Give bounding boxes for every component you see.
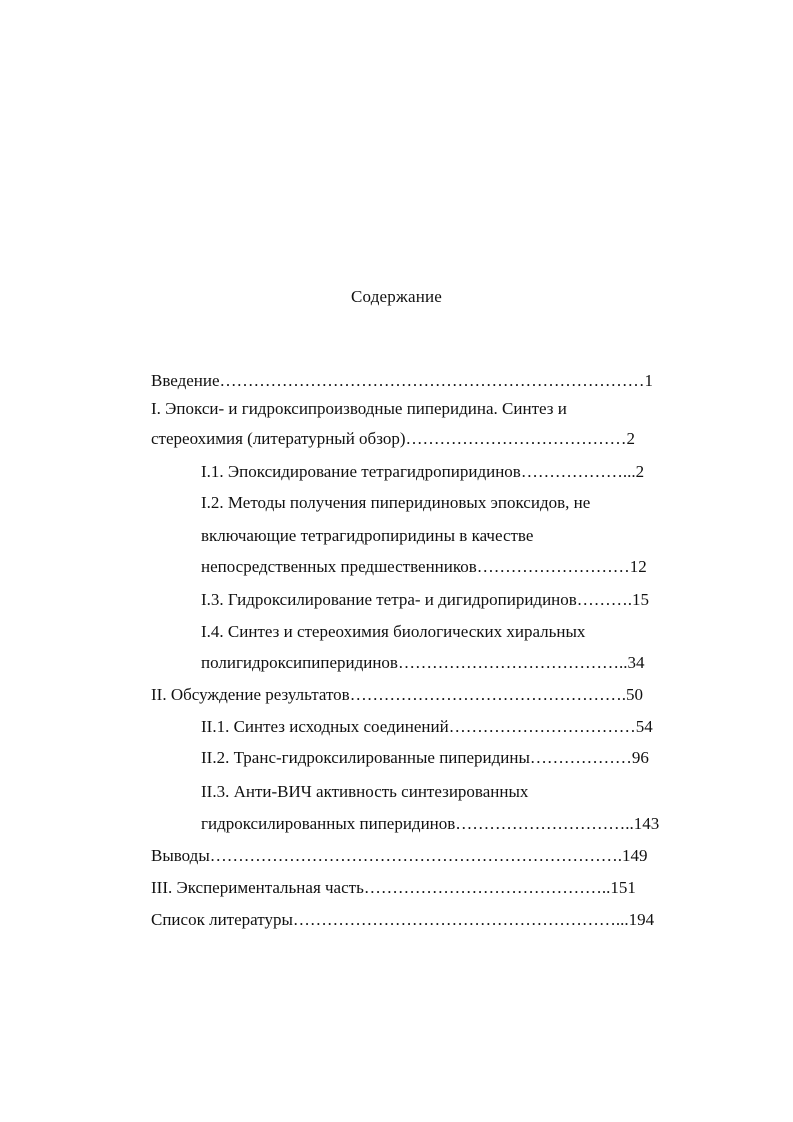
toc-entry-section-2-3-line-1: II.3. Анти-ВИЧ активность синтезированных [201, 782, 529, 801]
toc-entry-section-2-1: II.1. Синтез исходных соединений……………………………54 [201, 717, 653, 736]
toc-entry-section-2-2: II.2. Транс-гидроксилированные пиперидины………………96 [201, 748, 649, 767]
toc-entry-section-1-2-line-3: непосредственных предшественников………………………12 [201, 557, 647, 576]
toc-entry-section-2-3-line-2: гидроксилированных пиперидинов…………………………..143 [201, 814, 660, 833]
toc-entry-section-1-2-line-2: включающие тетрагидропиридины в качестве [201, 526, 534, 545]
toc-entry-section-1-2-line-1: I.2. Методы получения пиперидиновых эпоксидов, не [201, 493, 591, 512]
toc-entry-section-1-1: I.1. Эпоксидирование тетрагидропиридинов………………...2 [201, 462, 645, 481]
toc-entry-section-1-4-line-1: I.4. Синтез и стереохимия биологических хиральных [201, 622, 586, 641]
toc-entry-section-1-4-line-2: полигидроксипиперидинов…………………………………..34 [201, 653, 645, 672]
toc-entry-chapter-1-line-2: стереохимия (литературный обзор)…………………………………2 [151, 429, 635, 448]
toc-entry-chapter-3: III. Экспериментальная часть……………………………………..151 [151, 878, 636, 897]
toc-entry-section-1-3: I.3. Гидроксилирование тетра- и дигидропиридинов……….15 [201, 590, 650, 609]
toc-entry-conclusions: Выводы……………………………………………………………….149 [151, 846, 648, 865]
toc-entry-references: Список литературы…………………………………………………...194 [151, 910, 655, 929]
toc-entry-chapter-2: II. Обсуждение результатов………………………………………….50 [151, 685, 643, 704]
page-title: Содержание [350, 287, 443, 306]
toc-entry-intro: Введение…………………………………………………………………1 [151, 371, 654, 390]
toc-entry-chapter-1-line-1: I. Эпокси- и гидроксипроизводные пиперидина. Синтез и [151, 399, 567, 418]
